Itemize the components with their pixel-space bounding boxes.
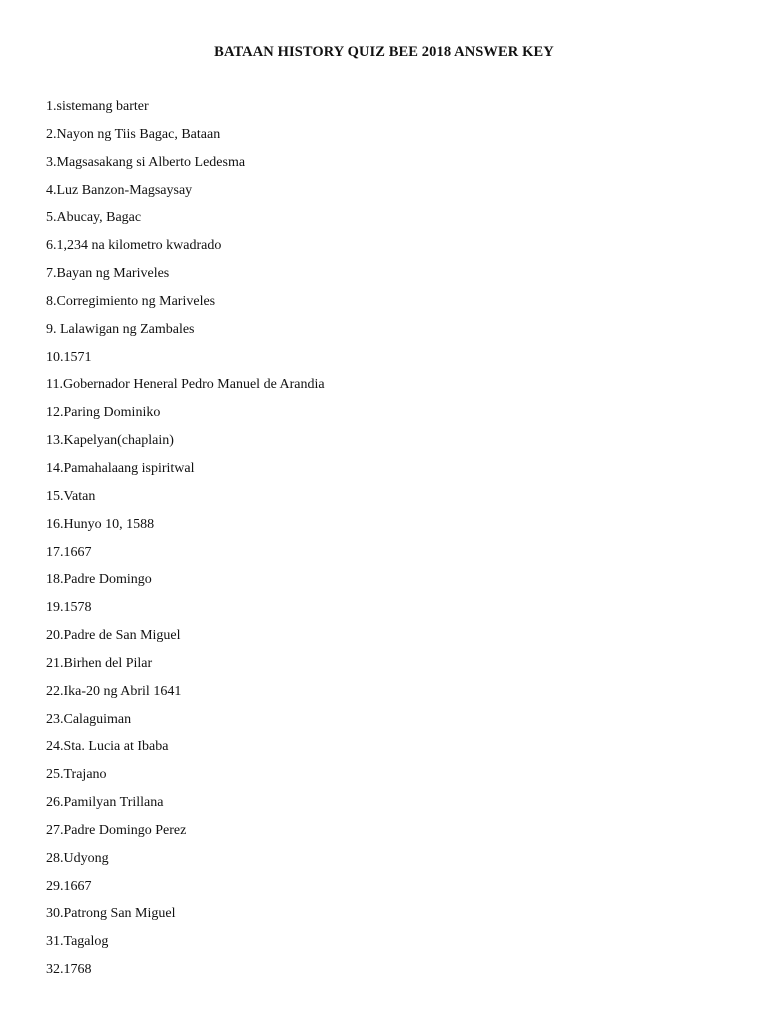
answer-item: 24.Sta. Lucia at Ibaba [46, 739, 169, 755]
answer-item: 22.Ika-20 ng Abril 1641 [46, 683, 182, 699]
answer-item: 20.Padre de San Miguel [46, 628, 181, 644]
answer-item: 18.Padre Domingo [46, 572, 152, 588]
answer-item: 5.Abucay, Bagac [46, 210, 142, 226]
answer-item: 14.Pamahalaang ispiritwal [46, 460, 195, 476]
answer-item: 29.1667 [46, 878, 92, 894]
answer-item: 21.Birhen del Pilar [46, 655, 153, 671]
answer-item: 17.1667 [46, 544, 92, 560]
document-title: BATAAN HISTORY QUIZ BEE 2018 ANSWER KEY [214, 44, 554, 60]
answer-item: 19.1578 [46, 600, 92, 616]
answer-item: 3.Magsasakang si Alberto Ledesma [46, 154, 246, 170]
answer-item: 15.Vatan [46, 488, 96, 504]
answer-item: 13.Kapelyan(chaplain) [46, 433, 174, 449]
answer-item: 23.Calaguiman [46, 711, 132, 727]
answer-item: 1.sistemang barter [46, 99, 149, 114]
answer-item: 27.Padre Domingo Perez [46, 822, 187, 838]
answer-item: 6.1,234 na kilometro kwadrado [46, 238, 222, 254]
answer-item: 16.Hunyo 10, 1588 [46, 516, 155, 532]
answer-item: 25.Trajano [46, 767, 107, 783]
answer-item: 11.Gobernador Heneral Pedro Manuel de Arandia [46, 377, 325, 393]
answer-item: 28.Udyong [46, 850, 109, 866]
answer-item: 2.Nayon ng Tiis Bagac, Bataan [46, 126, 221, 142]
answer-item: 4.Luz Banzon-Magsaysay [46, 182, 193, 198]
answer-item: 30.Patrong San Miguel [46, 906, 176, 922]
answer-item: 12.Paring Dominiko [46, 405, 161, 421]
answer-item: 8.Corregimiento ng Mariveles [46, 293, 216, 309]
answer-item: 32.1768 [46, 962, 92, 978]
answer-item: 31.Tagalog [46, 934, 109, 950]
answer-list [46, 97, 726, 988]
answer-item: 26.Pamilyan Trillana [46, 795, 164, 811]
answer-item: 7.Bayan ng Mariveles [46, 266, 170, 282]
answer-item: 10.1571 [46, 349, 92, 365]
answer-item: 9. Lalawigan ng Zambales [46, 321, 195, 337]
